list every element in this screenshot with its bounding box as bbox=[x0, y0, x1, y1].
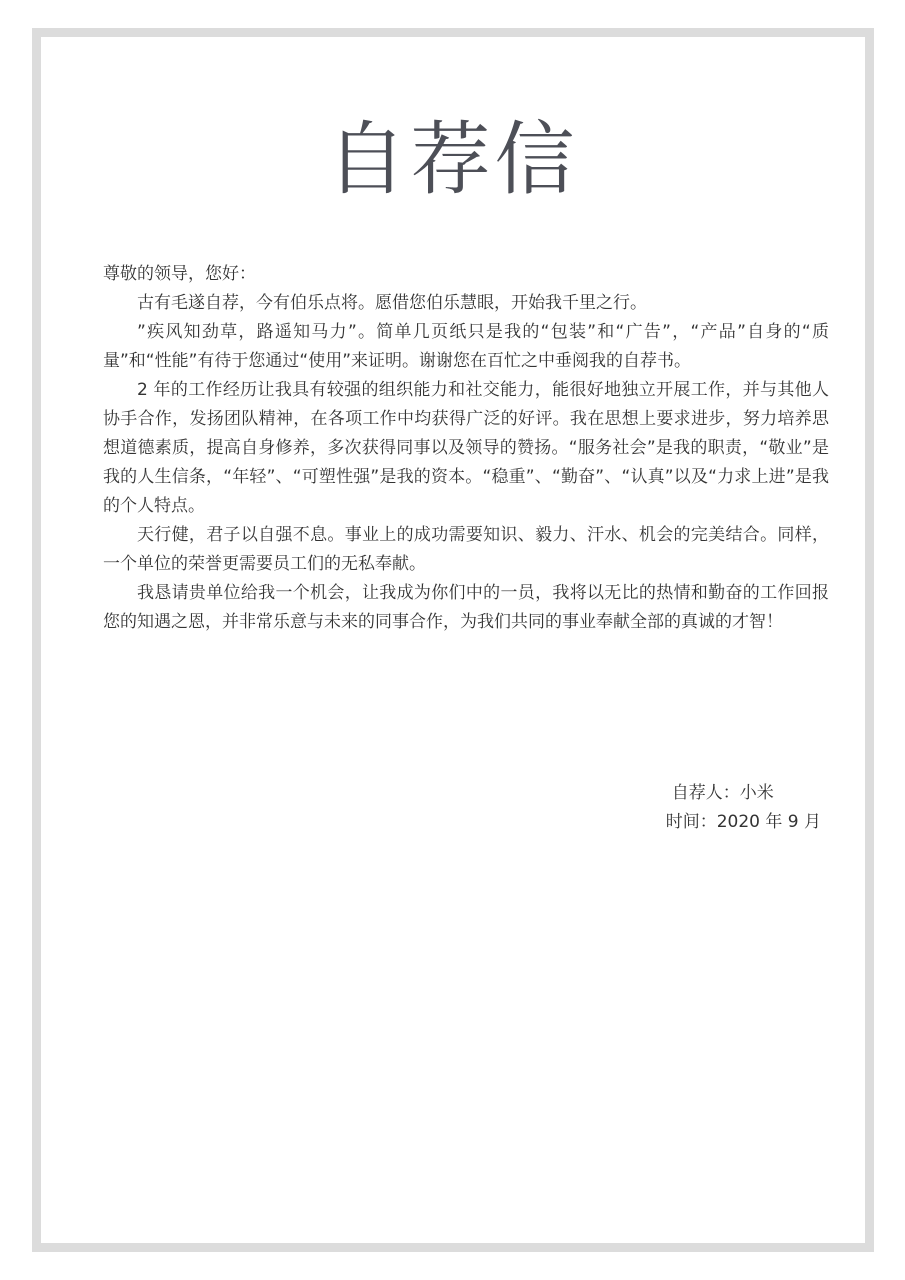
letter-paragraph-4: 天行健，君子以自强不息。事业上的成功需要知识、毅力、汗水、机会的完美结合。同样，一个单位的荣誉更需要员工们的无私奉献。 bbox=[103, 525, 829, 574]
signature-date: 时间：2020 年 9 月 bbox=[665, 812, 821, 832]
page-frame bbox=[32, 28, 874, 1252]
letter-paragraph-5: 我恳请贵单位给我一个机会，让我成为你们中的一员，我将以无比的热情和勤奋的工作回报您的知遇之恩，并非常乐意与未来的同事合作，为我们共同的事业奉献全部的真诚的才智！ bbox=[103, 583, 829, 632]
letter-paragraph-3: 2 年的工作经历让我具有较强的组织能力和社交能力，能很好地独立开展工作，并与其他人协手合作，发扬团队精神，在各项工作中均获得广泛的好评。我在思想上要求进步，努力培养思想道德素质，提高自身修养，多次获得同事以及领导的赞扬。“服务社会”是我的职责，“敬业”是我的人生信条，“年轻”、“可塑性强”是我的资本。“稳重”、“勤奋”、“认真”以及“力求上进”是我的个人特点。 bbox=[103, 380, 829, 516]
signature-block bbox=[666, 779, 821, 837]
letter-paragraph-1: 古有毛遂自荐，今有伯乐点将。愿借您伯乐慧眼，开始我千里之行。 bbox=[137, 293, 647, 313]
letter-title: 自荐信 bbox=[326, 113, 579, 206]
letter-paragraph-2: ”疾风知劲草，路遥知马力”。简单几页纸只是我的“包装”和“广告”，“产品”自身的“质量”和“性能”有待于您通过“使用”来证明。谢谢您在百忙之中垂阅我的自荐书。 bbox=[103, 322, 829, 371]
letter-body bbox=[103, 260, 829, 637]
letter-greeting: 尊敬的领导，您好： bbox=[103, 264, 256, 284]
signature-author: 自荐人：小米 bbox=[671, 783, 774, 803]
